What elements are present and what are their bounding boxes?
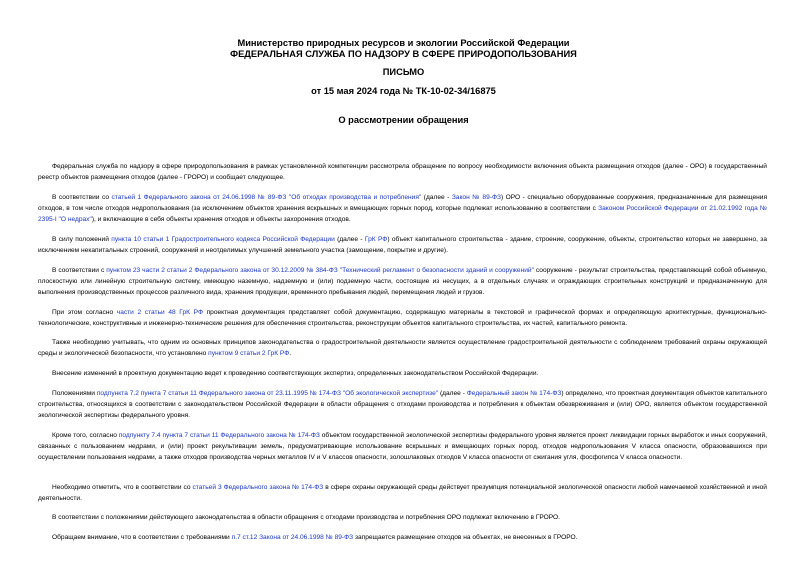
paragraph-text: . [289,349,292,357]
paragraph-text: (далее - [421,193,452,201]
document-date-number: от 15 мая 2024 года № ТК-10-02-34/16875 [311,86,496,96]
paragraph-8 [38,388,767,421]
paragraph-text: (далее - [334,235,365,243]
law-384fz-link[interactable]: пунктом 23 части 2 статьи 2 Федерального закона от 30.12.2009 № 384-ФЗ "Технический регламент о безопасности зданий и сооружений" [106,266,534,274]
paragraph-4 [38,265,767,298]
paragraph-10 [38,482,767,504]
law-89fz-link[interactable]: Закон № 89-ФЗ [451,193,501,201]
document-subject: О рассмотрении обращения [338,115,469,125]
law-89fz-article-12-link[interactable]: п.7 ст.12 Закона от 24.06.1998 № 89-ФЗ [231,533,354,541]
paragraph-text: ) определено, что проектная документация объектов капитального строительства, относящихся в соответствии с законодательством Российской Федерации в области обращения с отходами производства и потребления к объектам обезвреживания и (или) ОРО, является объектом государственной экологической экспертизы федерального уровня. [38,389,767,419]
paragraph-text: объектом государственной экологической экспертизы федерального уровня является проект ликвидации горных выработок и иных сооружений, связанных с пользованием недрами, и (или) проект рекультивации земель, предусматривающие использование вскрышных и вмещающих горных пород, отходов недропользования V класса опасности, образовавшихся при осуществлении пользования недрами, а также отходов производства черных металлов IV и V классов опасности, золошлаковых отходов V класса опасности от сжигания угля, фосфогипса V класса опасности. [38,431,767,461]
paragraph-6 [38,337,767,359]
paragraph-text: Федеральная служба по надзору в сфере природопользования в рамках установленной компетенции рассмотрела обращение по вопросу необходимости включения объекта размещения отходов (далее - ОРО) в государственный реестр объектов размещения отходов (далее - ГРОРО) и сообщает следующее. [38,162,767,181]
paragraph-3 [38,234,767,256]
law-174fz-link[interactable]: Федеральный закон № 174-ФЗ [466,389,562,397]
law-174fz-subpoint-7-4-link[interactable]: подпункту 7.4 пункта 7 статьи 11 Федерального закона № 174-ФЗ [118,431,320,439]
paragraph-text: запрещается размещение отходов на объектах, не внесенных в ГРОРО. [353,533,578,541]
ministry-name: Министерство природных ресурсов и экологии Российской Федерации [237,38,570,48]
grk-article-1-link[interactable]: пункта 10 статьи 1 Градостроительного кодекса Российской Федерации [111,235,335,243]
paragraph-text: проектная документация представляет собой документацию, содержащую материалы в текстовой и графической формах и определяющую архитектурные, функционально-технологические, конструктивные и инженерно-технические решения для обеспечения строительства, реконструкции объектов капитального строительства, их частей, капитального ремонта. [38,308,767,327]
paragraph-text: В соответствии с положениями действующего законодательства в области обращения с отходами производства и потребления ОРО подлежат включению в ГРОРО. [52,513,560,521]
grk-article-2-link[interactable]: пунктом 9 статьи 2 ГрК РФ [208,349,290,357]
paragraph-text: В соответствии с [52,266,107,274]
paragraph-text: Необходимо отметить, что в соответствии со [52,483,193,491]
paragraph-text: сооружение - результат строительства, представляющий собой объемную, плоскостную или линейную строительную систему, имеющую наземную, надземную и (или) подземную части, состоящие из несущих, а в отдельных случаях и ограждающих строительных конструкций и предназначенную для выполнения производственных процессов различного вида, хранения продукции, временного пребывания людей, перемещения людей и грузов. [38,266,767,296]
paragraph-text: (далее - [438,389,467,397]
document-type: ПИСЬМО [382,67,425,77]
paragraph-text: ) объект капитального строительства - здание, строение, сооружение, объекты, строительство которых не завершено, за исключением некапитальных строений, сооружений и неотделимых улучшений земельного участка (замощение, покрытие и другие). [38,235,767,254]
paragraph-11 [38,512,767,523]
law-on-subsoil-link[interactable]: Законом Российской Федерации от 21.02.1992 года № 2395-I "О недрах" [38,204,767,223]
paragraph-text: При этом согласно [52,308,117,316]
grk-link[interactable]: ГрК РФ [364,235,388,243]
paragraph-2 [38,192,767,225]
paragraph-7 [38,368,767,379]
paragraph-text: в сфере охраны окружающей среды действует презумпция потенциальной экологической опасности любой намечаемой хозяйственной и иной деятельности. [38,483,767,502]
paragraph-5 [38,307,767,329]
law-89fz-article-1-link[interactable]: статьей 1 Федерального закона от 24.06.1998 № 89-ФЗ "Об отходах производства и потребления" [111,193,422,201]
paragraph-text: ) ОРО - специально оборудованные сооружения, предназначенные для размещения отходов, в том числе отходов недропользования (за исключением объектов хранения вскрышных и вмещающих горных пород, которые подлежат использованию в соответствии с [38,193,768,212]
paragraph-text: Также необходимо учитывать, что одним из основных принципов законодательства о градостроительной деятельности является осуществление градостроительной деятельности с соблюдением требований охраны окружающей среды и экологической безопасности, что установлено [38,338,767,357]
service-name: ФЕДЕРАЛЬНАЯ СЛУЖБА ПО НАДЗОРУ В СФЕРЕ ПРИРОДОПОЛЬЗОВАНИЯ [230,49,577,59]
paragraph-text: В силу положений [52,235,112,243]
paragraph-text: ), и включающие в себя объекты хранения отходов и объекты захоронения отходов. [91,215,351,223]
paragraph-text: Обращаем внимание, что в соответствии с требованиями [52,533,232,541]
law-174fz-article-11-link[interactable]: подпункта 7.2 пункта 7 статьи 11 Федерального закона от 23.11.1995 № 174-ФЗ "Об экологической экспертизе" [96,389,439,397]
paragraph-text: Внесение изменений в проектную документацию ведет к проведению соответствующих экспертиз, определенных законодательством Российской Федерации. [52,369,539,377]
paragraph-text: Кроме того, согласно [52,431,119,439]
paragraph-text: В соответствии со [52,193,112,201]
paragraph-12 [38,532,767,543]
paragraph-9 [38,430,767,463]
law-174fz-article-3-link[interactable]: статьей 3 Федерального закона № 174-ФЗ [192,483,324,491]
paragraph-1 [38,161,767,183]
paragraph-text: Положениями [52,389,97,397]
grk-article-48-link[interactable]: части 2 статьи 48 ГрК РФ [116,308,203,316]
